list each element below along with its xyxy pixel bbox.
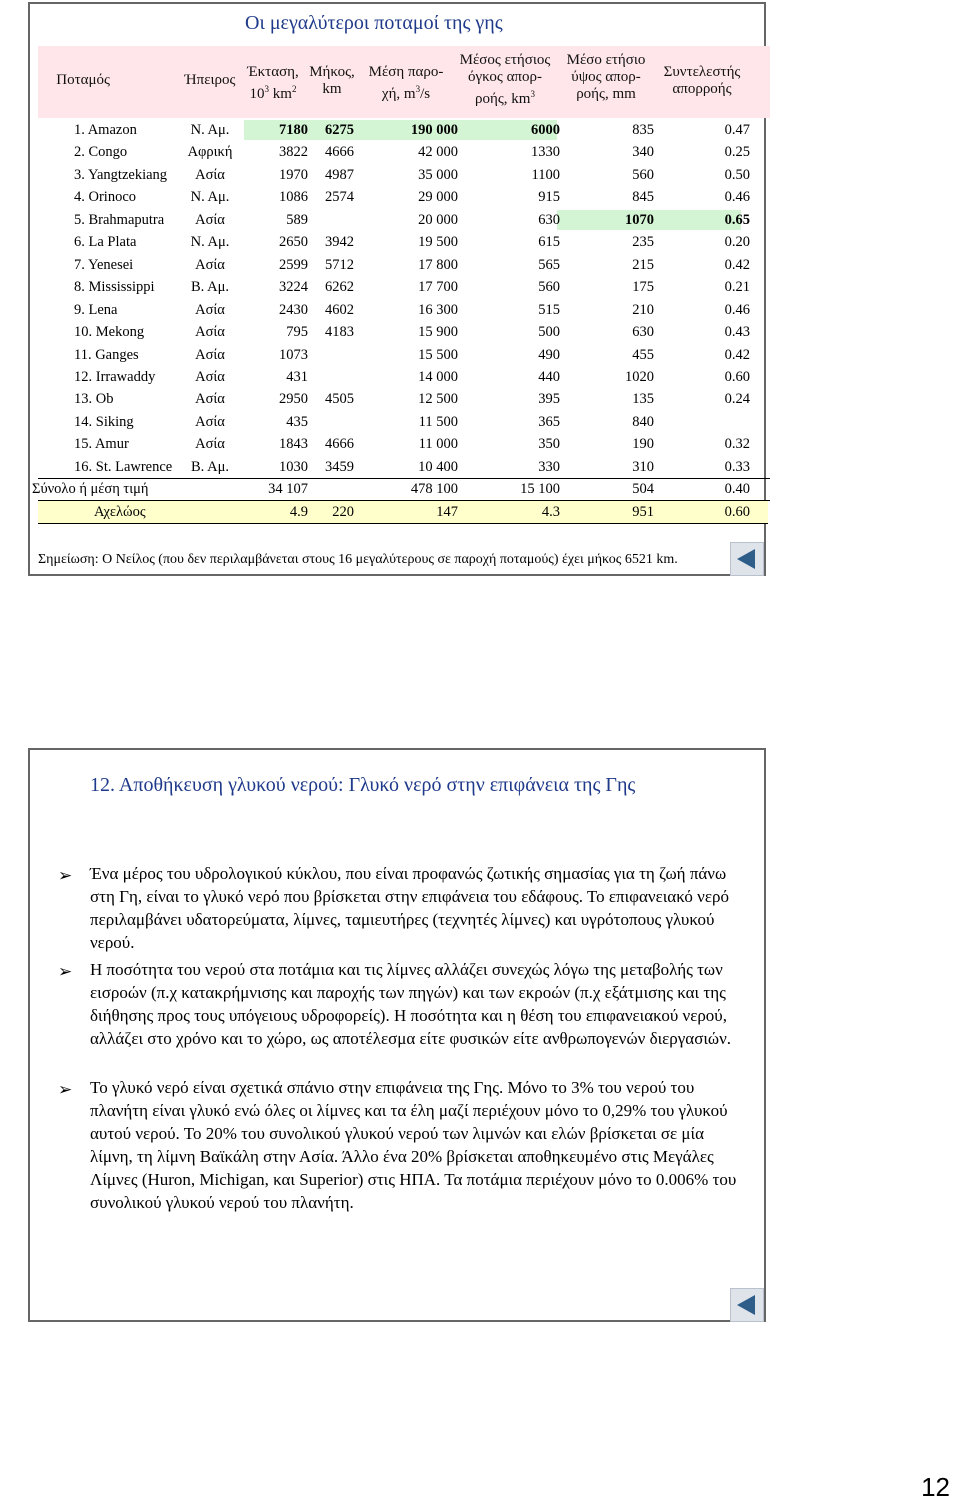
back-arrow-icon — [731, 1289, 763, 1321]
cell-volume: 350 — [538, 436, 560, 453]
cell-coef: 0.25 — [724, 144, 750, 161]
table-row — [38, 120, 770, 142]
cell-height: 560 — [632, 166, 654, 183]
cell-volume: 365 — [538, 413, 560, 430]
cell-height: 845 — [632, 189, 654, 206]
cell-continent: Ασία — [195, 301, 225, 318]
cell-height: 1070 — [625, 211, 654, 228]
cell-height: 310 — [632, 458, 654, 475]
cell-coef: 0.47 — [724, 122, 750, 138]
cell-length: 4987 — [325, 166, 354, 183]
cell-height: 340 — [632, 144, 654, 161]
table-row — [38, 277, 770, 299]
cell-continent: Ασία — [195, 413, 225, 430]
cell-area: 3822 — [279, 144, 308, 161]
cell-area: 1843 — [279, 436, 308, 453]
cell-river: 3. Yangtzekiang — [74, 166, 168, 183]
header-volume-line1: Μέσος ετήσιος — [459, 52, 551, 68]
cell-area: 2650 — [279, 234, 308, 251]
cell-river: 16. St. Lawrence — [74, 458, 173, 475]
cell-river: 10. Mekong — [74, 324, 145, 341]
cell-river: 14. Siking — [74, 413, 134, 430]
cell-continent: Ασία — [195, 346, 225, 363]
table-row — [38, 255, 770, 277]
table-row — [38, 210, 770, 232]
cell-volume: 490 — [538, 346, 560, 363]
back-button[interactable] — [730, 542, 764, 576]
achelous-length: 220 — [332, 504, 354, 520]
bullet-2-text: Η ποσότητα του νερού στα ποτάμια και τις λίμνες αλλάζει συνεχώς λόγω της μεταβολής των εισροών (π.χ κατακρήμνισης και παροχής των πηγών) και των εκροών (π.χ εξάτμισης και της διήθησης προς τους υπόγειους υδροφορείς). Η ποσότητα και η θέση του επιφανειακού νερού, αλλάζει στο χρόνο και το χώρο, ως αποτέλεσμα είτε φυσικών είτε ανθρωπογενών διεργασιών. — [90, 960, 732, 1048]
header-volume — [452, 52, 558, 108]
cell-volume: 500 — [538, 324, 560, 341]
bullet-arrow-icon: ➢ — [58, 962, 73, 981]
achelous-label: Αχελώος — [94, 504, 146, 520]
cell-continent: Ασία — [195, 211, 225, 228]
cell-length: 5712 — [325, 256, 354, 273]
cell-coef: 0.21 — [724, 279, 750, 296]
bullet-3 — [58, 1076, 738, 1214]
cell-volume: 330 — [538, 458, 560, 475]
cell-flow: 16 300 — [418, 301, 458, 318]
cell-area: 3224 — [279, 279, 308, 296]
cell-length: 4666 — [325, 436, 354, 453]
cell-volume: 615 — [538, 234, 560, 251]
cell-flow: 42 000 — [418, 144, 458, 161]
total-volume: 15 100 — [520, 481, 560, 497]
header-volume-line2: όγκος απορ- — [468, 69, 542, 85]
table-row — [38, 300, 770, 322]
cell-continent: Ασία — [195, 324, 225, 341]
cell-flow: 14 000 — [418, 368, 458, 385]
table-row — [38, 165, 770, 187]
cell-continent: Ν. Αμ. — [190, 234, 230, 251]
bullet-arrow-icon: ➢ — [58, 1080, 73, 1099]
cell-coef: 0.42 — [724, 346, 750, 363]
bullet-1 — [58, 862, 738, 954]
bullet-3-text: Το γλυκό νερό είναι σχετικά σπάνιο στην επιφάνεια της Γης. Μόνο το 3% του νερού του πλανήτη είναι γλυκό ενώ όλες οι λίμνες και τα έλη μαζί περιέχουν μόνο το 0,29% του γλυκού αυτού νερού. Το 20% του συνολικού γλυκού νερού των λιμνών και ελών βρίσκεται σε μία λίμνη, τη λίμνη Βαϊκάλη στην Ασία. Άλλο ένα 20% βρίσκεται αποθηκευμένο στις Μεγάλες Λίμνες (Huron, Michigan, και Superior) στις ΗΠΑ. Τα ποτάμια περιέχουν μόνο το 0.006% του συνολικού γλυκού νερού του πλανήτη. — [90, 1078, 737, 1212]
header-volume-line3: ροής, $km^3$ — [475, 89, 535, 107]
achelous-area: 4.9 — [289, 504, 308, 520]
table-note: Σημείωση: Ο Νείλος (που δεν περιλαμβάνεται στους 16 μεγαλύτερους σε παροχή ποταμούς) έχει μήκος 6521 km. — [38, 552, 678, 567]
table-row — [38, 457, 770, 479]
cell-area: 1086 — [279, 189, 308, 206]
cell-area: 2599 — [279, 256, 308, 273]
cell-height: 840 — [632, 413, 654, 430]
cell-river: 12. Irrawaddy — [74, 368, 156, 385]
header-height-line3: ροής, mm — [576, 86, 636, 102]
cell-area: 795 — [286, 324, 308, 341]
achelous-flow: 147 — [436, 504, 458, 520]
cell-coef: 0.24 — [724, 391, 750, 408]
achelous-height: 951 — [632, 504, 654, 520]
cell-height: 1020 — [625, 368, 654, 385]
cell-river: 2. Congo — [74, 144, 128, 161]
total-label: Σύνολο ή μέση τιμή — [32, 481, 149, 497]
cell-volume: 1330 — [531, 144, 560, 161]
header-flow-line1: Μέση παρο- — [368, 64, 444, 80]
table-row — [38, 187, 770, 209]
cell-height: 190 — [632, 436, 654, 453]
header-flow — [362, 64, 450, 103]
slide2-title: 12. Αποθήκευση γλυκού νερού: Γλυκό νερό στην επιφάνεια της Γης — [90, 774, 636, 796]
cell-coef: 0.46 — [724, 189, 750, 206]
cell-continent: Β. Αμ. — [191, 279, 229, 296]
cell-length: 4183 — [325, 324, 354, 341]
cell-flow: 15 500 — [418, 346, 458, 363]
cell-continent: Αφρική — [187, 144, 233, 161]
header-length-line1: Μήκος, — [309, 64, 355, 80]
page-number: 12 — [921, 1472, 950, 1502]
cell-length: 3459 — [325, 458, 354, 475]
cell-flow: 190 000 — [410, 122, 458, 138]
cell-flow: 17 800 — [418, 256, 458, 273]
table-row — [38, 434, 770, 456]
cell-coef: 0.50 — [724, 166, 750, 183]
cell-height: 175 — [632, 279, 654, 296]
table-row — [38, 367, 770, 389]
cell-height: 135 — [632, 391, 654, 408]
cell-flow: 15 900 — [418, 324, 458, 341]
cell-area: 1030 — [279, 458, 308, 475]
header-flow-line2: χή, $m^3/s$ — [381, 84, 431, 102]
header-area — [240, 64, 306, 103]
cell-flow: 17 700 — [418, 279, 458, 296]
cell-coef: 0.43 — [724, 324, 750, 341]
cell-volume: 915 — [538, 189, 560, 206]
table-row — [38, 322, 770, 344]
table-bottom-line — [38, 523, 768, 524]
cell-river: 8. Mississippi — [74, 279, 155, 296]
cell-river: 5. Brahmaputra — [74, 211, 165, 228]
cell-flow: 20 000 — [418, 211, 458, 228]
cell-volume: 395 — [538, 391, 560, 408]
cell-volume: 1100 — [531, 166, 560, 183]
cell-area: 7180 — [279, 122, 308, 138]
header-height — [558, 52, 654, 103]
cell-area: 1970 — [279, 166, 308, 183]
cell-continent: Ασία — [195, 436, 225, 453]
cell-flow: 29 000 — [418, 189, 458, 206]
header-river: Ποταμός — [56, 72, 110, 88]
header-coef-line2: απορροής — [672, 81, 732, 97]
bullet-2 — [58, 958, 738, 1050]
slide1-title: Οι μεγαλύτεροι ποταμοί της γης — [245, 12, 503, 34]
header-height-line1: Μέσο ετήσιο — [566, 52, 646, 68]
table-row — [38, 412, 770, 434]
table-row — [38, 232, 770, 254]
cell-length: 4602 — [325, 301, 354, 318]
cell-coef: 0.65 — [724, 211, 750, 228]
cell-river: 9. Lena — [74, 301, 118, 318]
cell-length: 4505 — [325, 391, 354, 408]
cell-coef: 0.32 — [724, 436, 750, 453]
cell-volume: 515 — [538, 301, 560, 318]
cell-volume: 560 — [538, 279, 560, 296]
total-height: 504 — [632, 481, 654, 497]
cell-river: 1. Amazon — [74, 122, 137, 138]
cell-coef: 0.46 — [724, 301, 750, 318]
cell-height: 455 — [632, 346, 654, 363]
total-area: 34 107 — [268, 481, 308, 497]
cell-area: 589 — [286, 211, 308, 228]
cell-height: 215 — [632, 256, 654, 273]
cell-length: 3942 — [325, 234, 354, 251]
back-arrow-icon — [731, 543, 763, 575]
cell-area: 435 — [286, 413, 308, 430]
cell-length: 6275 — [325, 122, 354, 138]
cell-volume: 6000 — [531, 122, 560, 138]
cell-area: 2430 — [279, 301, 308, 318]
cell-river: 6. La Plata — [74, 234, 137, 251]
cell-flow: 11 000 — [418, 436, 458, 453]
cell-height: 835 — [632, 122, 654, 138]
cell-continent: Ασία — [195, 256, 225, 273]
cell-area: 1073 — [279, 346, 308, 363]
cell-river: 11. Ganges — [74, 346, 139, 363]
achelous-coef: 0.60 — [724, 504, 750, 520]
cell-continent: Β. Αμ. — [191, 458, 229, 475]
back-button[interactable] — [730, 1288, 764, 1322]
cell-continent: Ν. Αμ. — [190, 122, 230, 138]
cell-flow: 19 500 — [418, 234, 458, 251]
slide-rivers-table — [28, 2, 766, 576]
cell-length: 6262 — [325, 279, 354, 296]
table-row — [38, 345, 770, 367]
total-flow: 478 100 — [410, 481, 458, 497]
total-row — [32, 479, 770, 501]
cell-river: 15. Amur — [74, 436, 129, 453]
header-area-line2: $10^3$ $km^2$ — [249, 84, 297, 102]
achelous-row — [38, 502, 770, 524]
cell-area: 431 — [286, 368, 308, 385]
cell-area: 2950 — [279, 391, 308, 408]
table-row — [38, 389, 770, 411]
cell-flow: 35 000 — [418, 166, 458, 183]
cell-flow: 10 400 — [418, 458, 458, 475]
cell-river: 13. Ob — [74, 391, 114, 408]
cell-continent: Ασία — [195, 391, 225, 408]
cell-height: 630 — [632, 324, 654, 341]
cell-height: 235 — [632, 234, 654, 251]
cell-river: 4. Orinoco — [74, 189, 137, 206]
header-height-line2: ύψος απορ- — [571, 69, 641, 85]
slide-freshwater-storage — [28, 748, 766, 1322]
cell-length: 4666 — [325, 144, 354, 161]
header-continent: Ήπειρος — [184, 72, 236, 88]
cell-river: 7. Yenesei — [74, 256, 134, 273]
table-header — [38, 46, 770, 118]
header-area-line1: Έκταση, — [247, 64, 299, 80]
bullet-arrow-icon: ➢ — [58, 866, 73, 885]
cell-flow: 12 500 — [418, 391, 458, 408]
cell-coef: 0.33 — [724, 458, 750, 475]
cell-coef: 0.20 — [724, 234, 750, 251]
cell-coef: 0.60 — [724, 368, 750, 385]
cell-height: 210 — [632, 301, 654, 318]
cell-coef: 0.42 — [724, 256, 750, 273]
cell-continent: Ασία — [195, 368, 225, 385]
cell-volume: 440 — [538, 368, 560, 385]
header-coef-line1: Συντελεστής — [663, 64, 741, 80]
achelous-volume: 4.3 — [541, 504, 560, 520]
bullet-1-text: Ένα μέρος του υδρολογικού κύκλου, που είναι προφανώς ζωτικής σημασίας για τη ζωή πάνω στη Γη, είναι το γλυκό νερό που βρίσκεται στην επιφάνεια του εδάφους. Το επιφανειακό νερό περιλαμβάνει υδατορεύματα, λίμνες, ταμιευτήρες (τεχνητές λίμνες) και υγρότοπους γλυκού νερού. — [90, 864, 729, 952]
total-coef: 0.40 — [724, 481, 750, 497]
header-length — [304, 64, 360, 98]
header-length-line2: km — [322, 81, 342, 97]
cell-flow: 11 500 — [418, 413, 458, 430]
header-coef — [652, 64, 752, 98]
cell-volume: 565 — [538, 256, 560, 273]
cell-continent: Ν. Αμ. — [190, 189, 230, 206]
cell-continent: Ασία — [195, 166, 225, 183]
table-row — [38, 142, 770, 164]
cell-volume: 630 — [538, 211, 560, 228]
cell-length: 2574 — [325, 189, 354, 206]
